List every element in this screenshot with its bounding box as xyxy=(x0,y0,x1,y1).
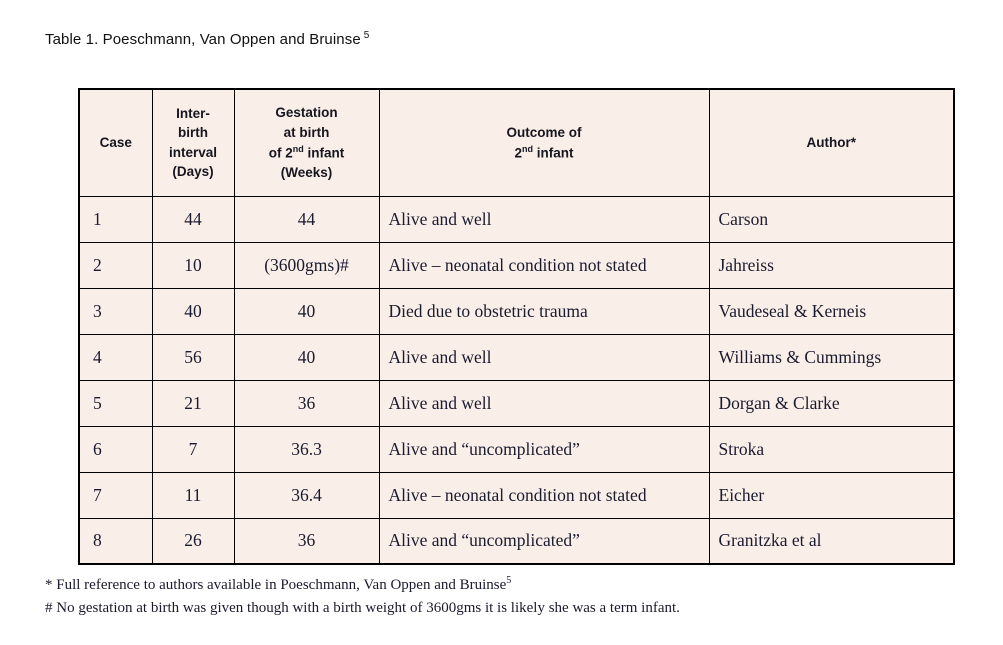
table-row xyxy=(79,334,954,380)
header-case: Case xyxy=(79,89,152,196)
header-gestation-at-birth xyxy=(234,89,379,196)
cell-gestation: 36 xyxy=(234,518,379,564)
cell-gestation: 36.3 xyxy=(234,426,379,472)
cell-author: Eicher xyxy=(709,472,954,518)
cell-outcome: Alive and “uncomplicated” xyxy=(379,518,709,564)
ordinal-superscript: nd xyxy=(292,143,304,154)
cell-outcome: Alive – neonatal condition not stated xyxy=(379,472,709,518)
header-line: birth xyxy=(178,125,208,141)
cell-interval: 21 xyxy=(152,380,234,426)
cell-outcome: Alive and well xyxy=(379,196,709,242)
cell-case: 4 xyxy=(79,334,152,380)
cell-case: 8 xyxy=(79,518,152,564)
header-author: Author* xyxy=(709,89,954,196)
cell-gestation: 44 xyxy=(234,196,379,242)
cell-interval: 40 xyxy=(152,288,234,334)
header-line: 2nd infant xyxy=(514,143,574,160)
table-row xyxy=(79,518,954,564)
header-outcome xyxy=(379,89,709,196)
cell-author: Stroka xyxy=(709,426,954,472)
footnote-authors: * Full reference to authors available in Poeschmann, Van Oppen and Bruinse$^5$ xyxy=(45,575,512,593)
table-row xyxy=(79,196,954,242)
cell-case: 6 xyxy=(79,426,152,472)
header-line: Outcome of xyxy=(506,124,582,140)
cell-case: 5 xyxy=(79,380,152,426)
table-header-row xyxy=(79,89,954,196)
cell-case: 1 xyxy=(79,196,152,242)
cell-gestation: 40 xyxy=(234,288,379,334)
ordinal-superscript: nd xyxy=(522,143,533,154)
footnote-gestation: # No gestation at birth was given though with a birth weight of 3600gms it is likely she was a term infant. xyxy=(45,599,680,616)
header-line: Gestation xyxy=(275,105,338,121)
cell-case: 7 xyxy=(79,472,152,518)
cell-outcome: Died due to obstetric trauma xyxy=(379,288,709,334)
footnote-reference-superscript: 5 xyxy=(506,575,512,586)
header-line: Inter- xyxy=(176,105,210,121)
cell-interval: 11 xyxy=(152,472,234,518)
cell-outcome: Alive and well xyxy=(379,334,709,380)
cell-author: Granitzka et al xyxy=(709,518,954,564)
header-line: of 2nd infant xyxy=(268,143,345,160)
cell-interval: 7 xyxy=(152,426,234,472)
table-caption xyxy=(45,30,369,48)
cell-case: 3 xyxy=(79,288,152,334)
cell-interval: 10 xyxy=(152,242,234,288)
cell-gestation: 40 xyxy=(234,334,379,380)
cell-author: Jahreiss xyxy=(709,242,954,288)
case-series-table xyxy=(78,88,955,565)
cell-outcome: Alive and well xyxy=(379,380,709,426)
header-line: (Days) xyxy=(172,164,214,180)
cell-author: Dorgan & Clarke xyxy=(709,380,954,426)
table-caption-text: Table 1. Poeschmann, Van Oppen and Bruinse xyxy=(45,31,361,48)
cell-gestation: (3600gms)# xyxy=(234,242,379,288)
header-line: at birth xyxy=(283,124,330,140)
cell-interval: 56 xyxy=(152,334,234,380)
table-row xyxy=(79,288,954,334)
cell-interval: 26 xyxy=(152,518,234,564)
table-row xyxy=(79,242,954,288)
cell-author: Vaudeseal & Kerneis xyxy=(709,288,954,334)
table-caption-reference-superscript: 5 xyxy=(363,30,370,41)
footnotes xyxy=(45,573,680,619)
cell-case: 2 xyxy=(79,242,152,288)
cell-outcome: Alive – neonatal condition not stated xyxy=(379,242,709,288)
header-line: interval xyxy=(168,144,218,160)
header-line: (Weeks) xyxy=(280,164,333,180)
table-row xyxy=(79,380,954,426)
cell-gestation: 36.4 xyxy=(234,472,379,518)
table-row xyxy=(79,472,954,518)
table-row xyxy=(79,426,954,472)
cell-author: Williams & Cummings xyxy=(709,334,954,380)
cell-interval: 44 xyxy=(152,196,234,242)
cell-author: Carson xyxy=(709,196,954,242)
cell-gestation: 36 xyxy=(234,380,379,426)
header-interbirth-interval xyxy=(152,89,234,196)
cell-outcome: Alive and “uncomplicated” xyxy=(379,426,709,472)
